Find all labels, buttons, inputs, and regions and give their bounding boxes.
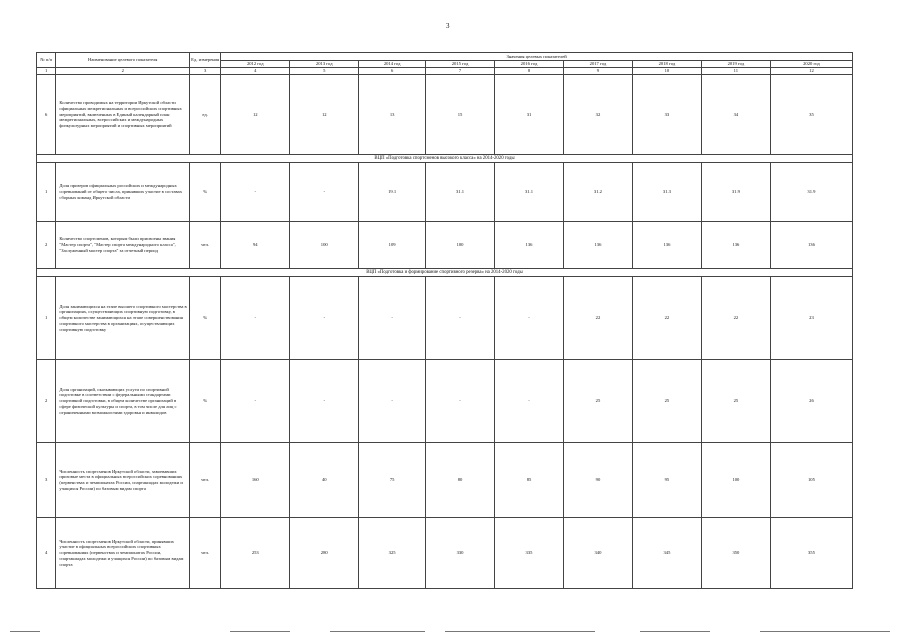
value-cell: 280 bbox=[290, 518, 359, 589]
row-number: 2 bbox=[37, 360, 56, 443]
unit-cell: чел. bbox=[190, 443, 221, 518]
unit-cell: ед. bbox=[190, 75, 221, 155]
value-cell: 22 bbox=[563, 277, 632, 360]
row-number: 1 bbox=[37, 277, 56, 360]
value-cell: - bbox=[495, 277, 564, 360]
value-cell: 33 bbox=[632, 75, 701, 155]
column-number: 12 bbox=[770, 68, 852, 75]
value-cell: 31.9 bbox=[701, 163, 770, 222]
value-cell: 90 bbox=[563, 443, 632, 518]
value-cell: 253 bbox=[221, 518, 290, 589]
column-number: 3 bbox=[190, 68, 221, 75]
section-header-row bbox=[37, 155, 853, 163]
scan-artifact-line bbox=[760, 631, 890, 632]
value-cell: 25 bbox=[632, 360, 701, 443]
value-cell: - bbox=[426, 277, 495, 360]
value-cell: 100 bbox=[701, 443, 770, 518]
value-cell: 23 bbox=[770, 277, 852, 360]
column-number: 10 bbox=[632, 68, 701, 75]
value-cell: 40 bbox=[290, 443, 359, 518]
scan-artifact-line bbox=[640, 631, 710, 632]
value-cell: - bbox=[290, 163, 359, 222]
value-cell: 31.1 bbox=[426, 163, 495, 222]
value-cell: 80 bbox=[426, 443, 495, 518]
unit-cell: % bbox=[190, 163, 221, 222]
indicator-name: Численность спортсменов Иркутской области, принявших участие в официальных всероссийских спортивных соревнованиях (первенствах и чемпионатах России, спартакиадах молодежи и учащихся России) по базовым видам спорта bbox=[56, 518, 190, 589]
value-cell: 31 bbox=[495, 75, 564, 155]
column-number: 2 bbox=[56, 68, 190, 75]
unit-cell: % bbox=[190, 360, 221, 443]
value-cell: - bbox=[221, 277, 290, 360]
table-row bbox=[37, 222, 853, 269]
header-unit: Ед. измерения bbox=[190, 53, 221, 68]
section-title: ВЦП «Подготовка спортсменов высокого класса» на 2014-2020 годы bbox=[37, 155, 853, 163]
scan-artifact-line bbox=[445, 631, 595, 632]
row-number: 3 bbox=[37, 443, 56, 518]
row-number: 6 bbox=[37, 75, 56, 155]
value-cell: 94 bbox=[221, 222, 290, 269]
value-cell: 31.9 bbox=[770, 163, 852, 222]
value-cell: 136 bbox=[770, 222, 852, 269]
value-cell: 340 bbox=[563, 518, 632, 589]
value-cell: 350 bbox=[701, 518, 770, 589]
value-cell: 95 bbox=[632, 443, 701, 518]
unit-cell: чел. bbox=[190, 518, 221, 589]
header-year: 2020 год bbox=[770, 61, 852, 68]
column-number: 6 bbox=[359, 68, 426, 75]
value-cell: 160 bbox=[221, 443, 290, 518]
unit-cell: чел. bbox=[190, 222, 221, 269]
row-number: 4 bbox=[37, 518, 56, 589]
header-year: 2019 год bbox=[701, 61, 770, 68]
value-cell: 85 bbox=[495, 443, 564, 518]
value-cell: 136 bbox=[701, 222, 770, 269]
column-number: 7 bbox=[426, 68, 495, 75]
value-cell: 355 bbox=[770, 518, 852, 589]
value-cell: - bbox=[290, 277, 359, 360]
indicator-name: Доля организаций, оказывающих услуги по спортивной подготовке в соответствии с федеральными стандартами спортивной подготовки, в общем количестве организаций в сфере физической культуры и спорта, в том числе для лиц с ограниченными возможностями здоровья и инвалидов bbox=[56, 360, 190, 443]
page-number: 3 bbox=[446, 22, 450, 30]
indicator-name: Количество проводимых на территории Иркутской области официальных межрегиональных и всероссийских спортивных мероприятий, включенных в Единый календарный план межрегиональных, всероссийских и международных физкультурных мероприятий и спортивных мероприятий bbox=[56, 75, 190, 155]
value-cell: 136 bbox=[495, 222, 564, 269]
value-cell: 105 bbox=[770, 443, 852, 518]
unit-cell: % bbox=[190, 277, 221, 360]
value-cell: 325 bbox=[359, 518, 426, 589]
value-cell: 19.1 bbox=[359, 163, 426, 222]
header-year: 2012 год bbox=[221, 61, 290, 68]
column-number: 9 bbox=[563, 68, 632, 75]
value-cell: 31.2 bbox=[563, 163, 632, 222]
value-cell: - bbox=[359, 360, 426, 443]
header-year: 2016 год bbox=[495, 61, 564, 68]
value-cell: 15 bbox=[426, 75, 495, 155]
value-cell: 136 bbox=[632, 222, 701, 269]
row-number: 2 bbox=[37, 222, 56, 269]
row-number: 1 bbox=[37, 163, 56, 222]
value-cell: 75 bbox=[359, 443, 426, 518]
value-cell: 345 bbox=[632, 518, 701, 589]
header-year: 2017 год bbox=[563, 61, 632, 68]
value-cell: 31.1 bbox=[495, 163, 564, 222]
value-cell: 335 bbox=[495, 518, 564, 589]
value-cell: 136 bbox=[563, 222, 632, 269]
value-cell: 100 bbox=[290, 222, 359, 269]
value-cell: 25 bbox=[701, 360, 770, 443]
value-cell: - bbox=[426, 360, 495, 443]
value-cell: 330 bbox=[426, 518, 495, 589]
header-year: 2015 год bbox=[426, 61, 495, 68]
table-row bbox=[37, 518, 853, 589]
value-cell: 34 bbox=[701, 75, 770, 155]
table-row bbox=[37, 277, 853, 360]
value-cell: 12 bbox=[290, 75, 359, 155]
section-title: ВЦП «Подготовка и формирование спортивного резерва» на 2014-2020 годы bbox=[37, 269, 853, 277]
value-cell: 22 bbox=[632, 277, 701, 360]
table-row bbox=[37, 443, 853, 518]
scan-artifact-line bbox=[330, 631, 425, 632]
value-cell: - bbox=[359, 277, 426, 360]
value-cell: 31.3 bbox=[632, 163, 701, 222]
column-number: 8 bbox=[495, 68, 564, 75]
value-cell: 35 bbox=[770, 75, 852, 155]
value-cell: 100 bbox=[426, 222, 495, 269]
value-cell: - bbox=[290, 360, 359, 443]
value-cell: - bbox=[495, 360, 564, 443]
value-cell: 25 bbox=[563, 360, 632, 443]
value-cell: 26 bbox=[770, 360, 852, 443]
target-indicators-table bbox=[36, 52, 853, 589]
table-row bbox=[37, 163, 853, 222]
header-values-group: Значения целевых показателей bbox=[221, 53, 853, 61]
header-year: 2013 год bbox=[290, 61, 359, 68]
indicator-name: Численность спортсменов Иркутской области, завоевавших призовые места в официальных всероссийских соревнованиях (первенствах и чемпионатах России, спартакиадах молодежи и учащихся России) по базовым видам спорта bbox=[56, 443, 190, 518]
table-row bbox=[37, 360, 853, 443]
value-cell: - bbox=[221, 163, 290, 222]
header-year: 2018 год bbox=[632, 61, 701, 68]
header-name: Наименование целевого показателя bbox=[56, 53, 190, 68]
table-row bbox=[37, 75, 853, 155]
column-number: 5 bbox=[290, 68, 359, 75]
header-year: 2014 год bbox=[359, 61, 426, 68]
value-cell: - bbox=[221, 360, 290, 443]
column-number: 4 bbox=[221, 68, 290, 75]
header-num: № п/п bbox=[37, 53, 56, 68]
indicator-name: Количество спортсменов, которым были присвоены звания "Мастер спорта", "Мастер спорта международного класса", "Заслуженный мастер спорта" за отчетный период bbox=[56, 222, 190, 269]
section-header-row bbox=[37, 269, 853, 277]
indicator-name: Доля занимающихся на этапе высшего спортивного мастерства в организациях, осуществляющих спортивную подготовку, в общем количестве занимающихся на этапе совершенствования спортивного мастерства в организациях, осуществляющих спортивную подготовку bbox=[56, 277, 190, 360]
column-number: 11 bbox=[701, 68, 770, 75]
indicator-name: Доля призеров официальных российских и международных соревнований от общего числа, принявших участие в составах сборных команд Иркутской области bbox=[56, 163, 190, 222]
scan-artifact-line bbox=[230, 631, 290, 632]
value-cell: 32 bbox=[563, 75, 632, 155]
value-cell: 13 bbox=[359, 75, 426, 155]
value-cell: 109 bbox=[359, 222, 426, 269]
value-cell: 12 bbox=[221, 75, 290, 155]
scan-artifact-line bbox=[10, 631, 40, 632]
column-number: 1 bbox=[37, 68, 56, 75]
value-cell: 22 bbox=[701, 277, 770, 360]
